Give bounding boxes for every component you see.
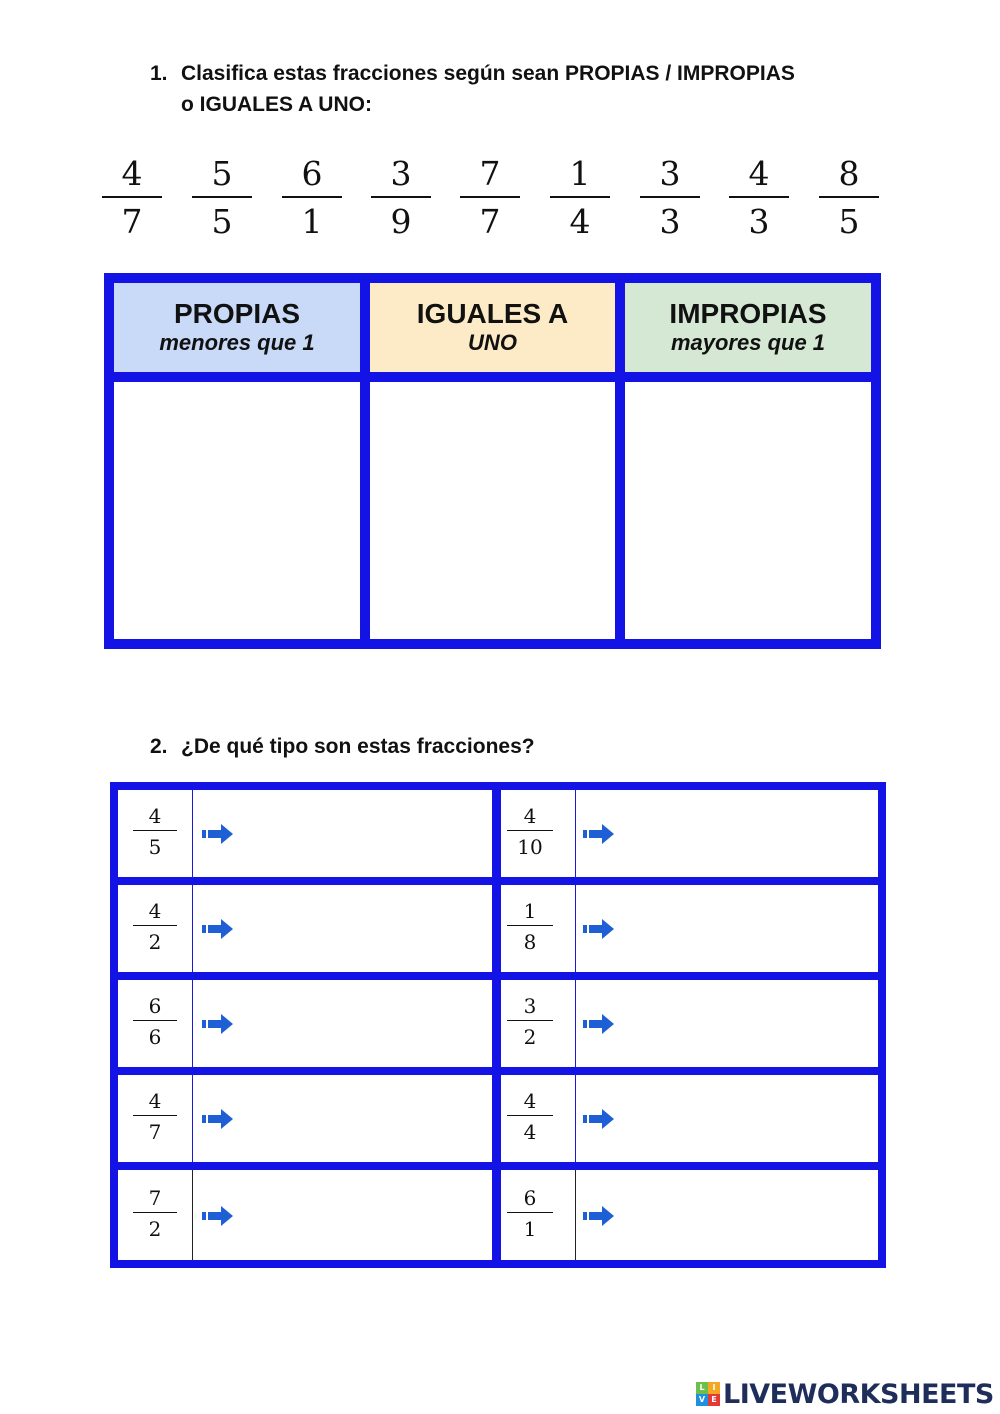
numerator: 4 [148,1089,162,1113]
denominator: 7 [479,202,501,241]
right-arrow-icon [583,1013,617,1035]
fraction [133,992,177,1049]
denominator: 5 [211,202,233,241]
fraction-bar [507,1115,553,1116]
column-title: IMPROPIAS [669,298,827,329]
right-arrow-icon [202,918,236,940]
exercise-1-text-line-1: Clasifica estas fracciones según sean PROPIAS / IMPROPIAS [181,62,795,85]
numerator: 3 [523,994,537,1018]
column-divider [192,1170,193,1260]
denominator: 2 [148,1217,162,1241]
answer-box-propias[interactable] [114,382,360,639]
column-subtitle: menores que 1 [159,330,315,355]
denominator: 5 [838,202,860,241]
fraction-bar [133,1020,177,1021]
right-arrow-icon [202,823,236,845]
table-row-left [118,980,492,1067]
numerator: 4 [748,154,770,193]
denominator: 7 [121,202,143,241]
fraction-bar [133,1212,177,1213]
denominator: 2 [148,930,162,954]
table-row-left [118,885,492,972]
column-header-iguales [370,283,615,372]
fraction [507,1184,553,1241]
fraction-bar [133,830,177,831]
column-divider [192,790,193,877]
right-arrow-icon [583,823,617,845]
numerator: 3 [390,154,412,193]
denominator: 6 [148,1025,162,1049]
denominator: 9 [390,202,412,241]
fraction-bar [507,925,553,926]
table-row-right [501,1170,878,1260]
table-row-left [118,790,492,877]
denominator: 10 [517,835,543,859]
numerator: 6 [301,154,323,193]
denominator: 8 [523,930,537,954]
column-divider [575,1170,576,1260]
fraction-bar [133,1115,177,1116]
numerator: 4 [148,899,162,923]
column-divider [575,790,576,877]
exercise-2-instruction [150,731,750,762]
liveworksheets-brand[interactable] [696,1376,994,1412]
denominator: 4 [569,202,591,241]
numerator: 4 [523,804,537,828]
denominator: 1 [523,1217,537,1241]
table-row-left [118,1075,492,1162]
fraction [640,150,700,242]
answer-box-iguales[interactable] [370,382,615,639]
answer-input[interactable] [623,895,863,962]
fraction [282,150,342,242]
answer-box-impropias[interactable] [625,382,871,639]
table-row-right [501,790,878,877]
numerator: 8 [838,154,860,193]
column-divider [575,980,576,1067]
table-row-right [501,1075,878,1162]
answer-input[interactable] [242,800,482,867]
exercise-2-number: 2. [150,735,168,758]
table-row-left [118,1170,492,1260]
column-divider [575,1075,576,1162]
right-arrow-icon [202,1205,236,1227]
table-row-right [501,980,878,1067]
right-arrow-icon [583,1205,617,1227]
denominator: 1 [301,202,323,241]
numerator: 3 [659,154,681,193]
numerator: 1 [523,899,537,923]
denominator: 7 [148,1120,162,1144]
numerator: 7 [479,154,501,193]
answer-input[interactable] [623,1085,863,1152]
denominator: 5 [148,835,162,859]
fraction [133,1184,177,1241]
classification-table [104,273,881,649]
fraction [133,802,177,859]
fraction [371,150,431,242]
column-header-impropias [625,283,871,372]
fraction-bar [507,1020,553,1021]
liveworksheets-logo-icon [696,1382,720,1406]
answer-input[interactable] [623,1180,863,1250]
numerator: 4 [523,1089,537,1113]
numerator: 4 [148,804,162,828]
exercise-1-text-line-2: o IGUALES A UNO: [181,93,372,116]
fraction [507,992,553,1049]
fraction [133,1087,177,1144]
numerator: 5 [211,154,233,193]
numerator: 1 [569,154,591,193]
fraction [507,1087,553,1144]
fraction [507,802,553,859]
logo-letter: E [708,1394,720,1406]
column-subtitle: mayores que 1 [670,330,826,355]
fraction [507,897,553,954]
exercise-1-number: 1. [150,62,168,85]
answer-input[interactable] [242,990,482,1057]
right-arrow-icon [202,1108,236,1130]
brand-name: LIVEWORKSHEETS [723,1378,994,1410]
right-arrow-icon [583,1108,617,1130]
answer-input[interactable] [242,1180,482,1250]
column-title: IGUALES A [416,298,569,329]
fractions-row [0,150,1000,250]
answer-input[interactable] [242,895,482,962]
answer-input[interactable] [242,1085,482,1152]
answer-input[interactable] [623,800,863,867]
right-arrow-icon [202,1013,236,1035]
denominator: 2 [523,1025,537,1049]
fraction [819,150,879,242]
fraction-type-table [110,782,886,1268]
logo-letter: I [708,1382,720,1394]
numerator: 4 [121,154,143,193]
numerator: 7 [148,1186,162,1210]
fraction [192,150,252,242]
logo-letter: V [696,1394,708,1406]
exercise-1-instruction [150,58,910,120]
fraction-bar [133,925,177,926]
logo-letter: L [696,1382,708,1394]
denominator: 4 [523,1120,537,1144]
fraction-bar [507,1212,553,1213]
numerator: 6 [523,1186,537,1210]
numerator: 6 [148,994,162,1018]
fraction [550,150,610,242]
denominator: 3 [748,202,770,241]
exercise-2-text: ¿De qué tipo son estas fracciones? [181,735,535,758]
column-header-propias [114,283,360,372]
table-row-right [501,885,878,972]
column-subtitle: UNO [468,330,517,355]
column-divider [192,1075,193,1162]
answer-input[interactable] [623,990,863,1057]
column-divider [192,980,193,1067]
fraction [460,150,520,242]
column-divider [575,885,576,972]
column-title: PROPIAS [173,298,301,329]
fraction [133,897,177,954]
denominator: 3 [659,202,681,241]
fraction-bar [507,830,553,831]
column-divider [192,885,193,972]
fraction [729,150,789,242]
fraction [102,150,162,242]
right-arrow-icon [583,918,617,940]
